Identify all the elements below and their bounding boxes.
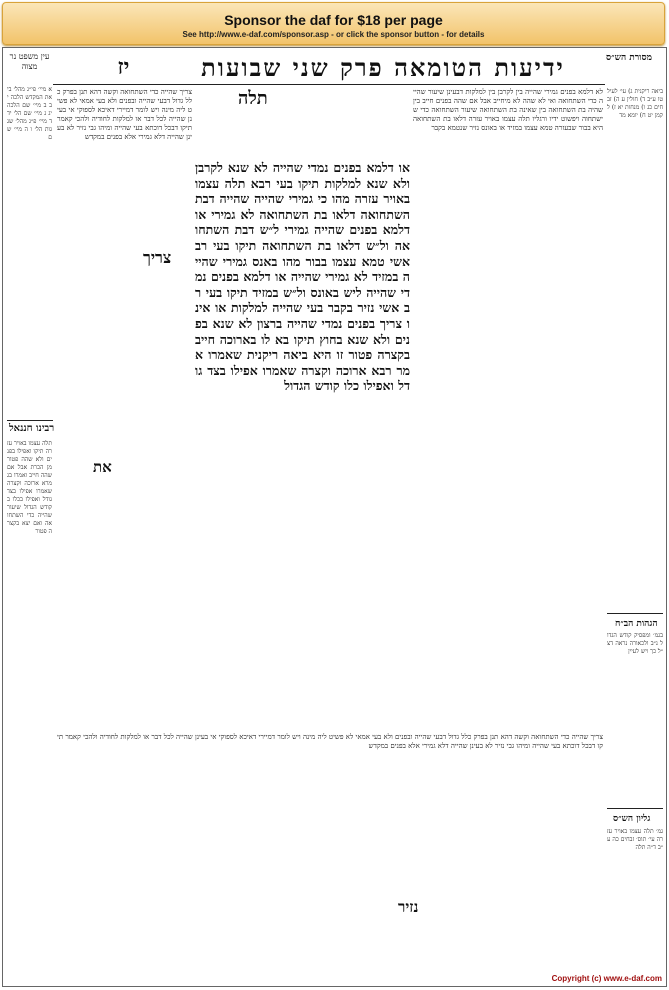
commentary-lower-block: צריך שהייה כדי השתחואה וקשה דהא תנן בפרק כלל גדול דבעי שהייה ובפנים ולא בעי אמאי לא פשיט ליה מינה ויש לומר דמיירי דאיכא לספוקי אי בעינן שהייה לכל דבר או למלקות לחודיה ולהכי קאמר תיקו דבכל דוכתא בעי שהייה ומיהו גבי נזיר לא בעינן שהייה דלא גמירי אלא בפנים במקדש <box>57 733 603 751</box>
rashi-column: לא דלמא בפנים גמירי שהייה בין לקרבן בין למלקות דבעינן שיעור שהייה כדי השתחואה ואי לא שהה לא מיחייב אבל אם שהה בפנים חייב בין שהיה בת השתחואה בין שאינה בת השתחואה שיעור השתחואה כדי שישתחוה ויפשוט ידיו ורגליו תלה עצמו באויר עזרה דלאו בת השתחואה היא בבור שבעזרה טמא עצמו במזיד או באונס נזיר שנטמא בקבר <box>413 88 603 133</box>
rabbeinu-chananel-label: רבינו חננאל <box>9 423 55 434</box>
copyright-notice[interactable]: Copyright (c) www.e-daf.com <box>551 974 662 983</box>
rashi-dibur-hamatchil: נזיר <box>398 898 419 916</box>
page-title: ידיעות הטומאה פרק שני שבועות <box>201 53 565 82</box>
tosafot-dibur-hamatchil-2: את <box>93 458 112 476</box>
tosafot-dibur-hamatchil: צריך <box>143 248 172 267</box>
gilyon-label: גליון הש״ס <box>613 814 651 824</box>
page-number: יז <box>117 54 130 80</box>
header-divider <box>53 84 605 85</box>
hagahot-label: הגהות הב״ח <box>615 619 658 629</box>
column-divider <box>607 808 663 809</box>
ein-mishpat-column: א מיי׳ פי״ג מהל׳ ביאת המקדש הלכה יב ב מיי׳ שם הלכה יג ג מיי׳ שם הל׳ יד ד מיי׳ פ״ג מהל׳ שגגות הל׳ ו ה מיי׳ שם <box>7 86 52 141</box>
masoret-heading: מסורת הש״ס <box>606 53 652 63</box>
talmud-page <box>2 47 667 987</box>
column-divider <box>7 420 53 421</box>
sponsor-banner[interactable] <box>2 2 665 45</box>
column-divider <box>607 613 663 614</box>
hagahot-column: בגמ׳ ומפסיק קודש הגדול נ״ב ולכאורה נראה דצ״ל כך ויש לעיין <box>607 632 663 655</box>
masoret-column: ביאה ריקנית ג) עי׳ לעיל טו ע״ב ד) חולין ע ה) זבחים כג ו) מנחות יא ז) לקמן יט ח) יומא מד <box>607 88 663 119</box>
sponsor-title[interactable]: Sponsor the daf for $18 per page <box>224 12 443 28</box>
sponsor-subtitle: See http://www.e-daf.com/sponsor.asp - or click the sponsor button - for details <box>182 30 485 39</box>
gilyon-column: גמ׳ תלה עצמו באויר עזרה עי׳ תוס׳ זבחים כה ע״ב ד״ה תלה <box>607 828 663 851</box>
gemara-dibur-hamatchil: תלה <box>238 88 268 109</box>
rabbeinu-chananel-column: תלה עצמו באויר עזרה תיקו ואפילו בפנים ולא שהה פטור מן הכרת אבל אם שהה חייב ואמרו בגמרא ארוכה וקצרה שאמרו אפילו בצד גודל ואפילו בכלו בקודש הגדול שיעור שהייה כדי השתחואה ואם יצא בקצרה פטור <box>7 440 52 535</box>
ein-mishpat-heading: עין משפט נר מצוה <box>9 52 50 71</box>
gemara-text: או דלמא בפנים נמדי שהייה לא שנא לקרבן ולא שנא למלקות תיקו בעי רבא תלה עצמו באויר עזרה מהו כי גמירי שהייה שהייה דבת השתחואה דלאו בת השתחואה לא גמירי או דלמא בפנים שהייה גמירי ל״ש דבת השתחואה ול״ש דלאו בת השתחואה תיקו בעי רב אשי טמא עצמו בבור מהו באנס גמירי שהייה במזיד לא גמירי שהייה או דלמא בפנים נמדי שהייה ליש באונס ול״ש במזיד תיקו בעי רב אשי נזיר בקבר בעי שהייה למלקות או אינו צריך בפנים נמדי שהייה ברצון לא שנא בפנים ולא שנא בחוץ תיקו בא לו בארוכה חייב בקצרה פטור זו היא ביאה ריקנית שאמרו אמר רבא ארוכה וקצרה שאמרו אפילו בצד גודל ואפילו כלו קודש הגדול <box>195 160 410 394</box>
tosafot-column: צריך שהייה כדי השתחואה וקשה דהא תנן בפרק כלל גדול דבעי שהייה ובפנים ולא בעי אמאי לא פשיט ליה מינה ויש לומר דמיירי דאיכא לספוקי אי בעינן שהייה לכל דבר או למלקות לחודיה ולהכי קאמר תיקו דבכל דוכתא בעי שהייה ומיהו גבי נזיר לא בעינן שהייה דלא גמירי אלא בפנים במקדש <box>57 88 192 142</box>
